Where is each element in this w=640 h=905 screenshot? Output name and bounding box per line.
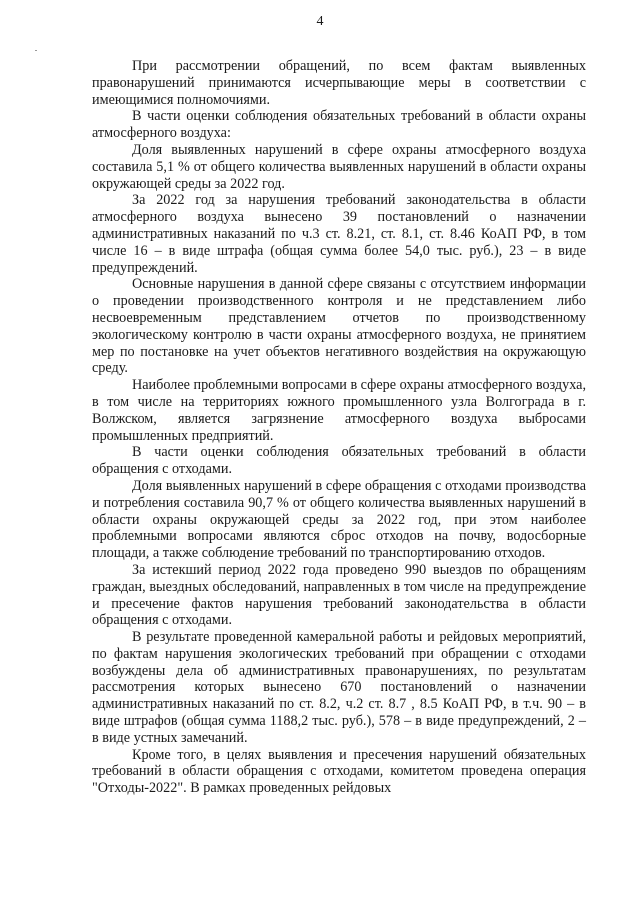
paragraph-air-penalties: За 2022 год за нарушения требований законодательства в области атмосферного воздуха вынесено 39 постановлений о назначении административных наказаний по ч.3 ст. 8.21, ст. 8.1, ст. 8.46 КоАП РФ, в том числе 16 – в виде штрафа (общая сумма более 54,0 тыс. руб.), 23 – в виде предупреждений. xyxy=(92,192,586,276)
scan-artifact xyxy=(35,50,37,51)
paragraph-waste-penalties: В результате проведенной камеральной работы и рейдовых мероприятий, по фактам нарушения экологических требований при обращении с отходами возбуждены дела об административных правонарушениях, по результатам рассмотрения которых вынесено 670 постановлений о назначении административных наказаний по ст. 8.2, ч.2 ст. 8.7 , 8.5 КоАП РФ, в т.ч. 90 – в виде штрафов (общая сумма 1188,2 тыс. руб.), 578 – в виде предупреждений, 2 – в виде устных замечаний. xyxy=(92,629,586,746)
paragraph-air-heading: В части оценки соблюдения обязательных требований в области охраны атмосферного воздуха: xyxy=(92,108,586,142)
paragraph-air-violations: Основные нарушения в данной сфере связаны с отсутствием информации о проведении производственного контроля и не представлением либо несвоевременным представлением отчетов по производственному экологическому контролю в части охраны атмосферного воздуха, не принятием мер по постановке на учет объектов негативного воздействия на окружающую среду. xyxy=(92,276,586,377)
paragraph-air-problems: Наиболее проблемными вопросами в сфере охраны атмосферного воздуха, в том числе на территориях южного промышленного узла Волгограда в г. Волжском, является загрязнение атмосферного воздуха выбросами промышленных предприятий. xyxy=(92,377,586,444)
document-body xyxy=(92,58,586,797)
paragraph-waste-inspections: За истекший период 2022 года проведено 990 выездов по обращениям граждан, выездных обследований, направленных в том числе на предупреждение и пресечение фактов нарушения требований законодательства в области обращения с отходами. xyxy=(92,561,586,629)
paragraph-waste-operation: Кроме того, в целях выявления и пресечения нарушений обязательных требований в области обращения с отходами, комитетом проведена операция "Отходы-2022". В рамках проведенных рейдовых xyxy=(92,746,586,797)
paragraph-waste-share: Доля выявленных нарушений в сфере обращения с отходами производства и потребления составила 90,7 % от общего количества выявленных нарушений в области охраны окружающей среды за 2022 год, при этом наиболее проблемными вопросами являются сброс отходов на почву, водосборные площади, а также соблюдение требований по транспортированию отходов. xyxy=(92,477,586,562)
paragraph-waste-heading: В части оценки соблюдения обязательных требований в области обращения с отходами. xyxy=(92,444,586,478)
paragraph-complaints-measures: При рассмотрении обращений, по всем фактам выявленных правонарушений принимаются исчерпывающие меры в соответствии с имеющимися полномочиями. xyxy=(92,58,586,108)
page-number: 4 xyxy=(316,14,324,29)
paragraph-air-share: Доля выявленных нарушений в сфере охраны атмосферного воздуха составила 5,1 % от общего количества выявленных нарушений в области охраны окружающей среды за 2022 год. xyxy=(92,141,586,192)
